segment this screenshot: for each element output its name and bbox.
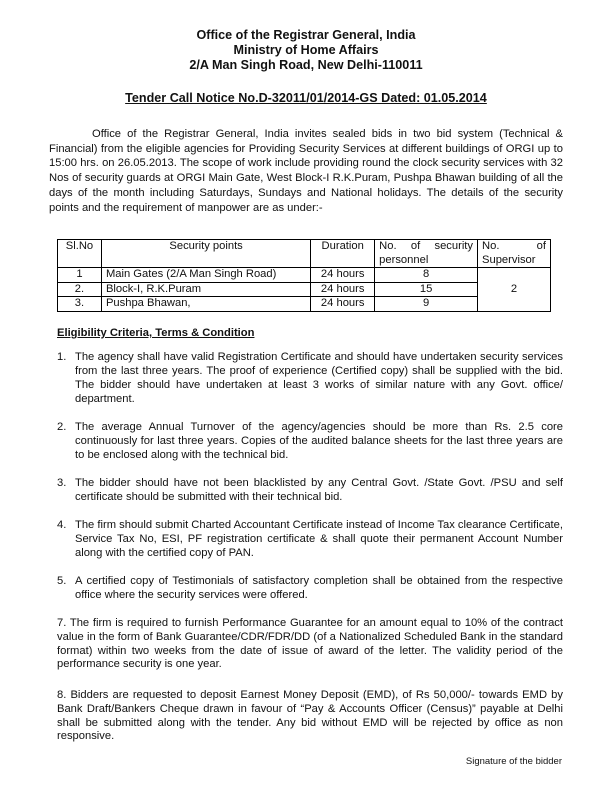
header-security-points: Security points xyxy=(101,240,310,268)
ministry-name: Ministry of Home Affairs xyxy=(233,43,379,57)
header-sl-no: Sl.No xyxy=(58,240,102,268)
cell-point: Pushpa Bhawan, xyxy=(101,297,310,312)
cell-sl: 1 xyxy=(58,268,102,283)
org-address: 2/A Man Singh Road, New Delhi-110011 xyxy=(189,58,423,72)
cell-sl: 2. xyxy=(58,282,102,297)
security-points-table xyxy=(57,239,551,312)
list-item: 2. The average Annual Turnover of the agency/agencies should be more than Rs. 2.5 core continuously for last three years. Copies of the audited balance sheets for the last three years are to be enclosed along with the technical bid. xyxy=(57,421,563,461)
header-duration: Duration xyxy=(311,240,375,268)
bidder-signature-label: Signature of the bidder xyxy=(465,756,562,767)
cell-sl: 3. xyxy=(58,297,102,312)
list-item: 4. The firm should submit Charted Accountant Certificate instead of Income Tax clearance Certificate, Service Tax No, ESI, PF registration certificate & shall quote their permanent Account Number along with the certified copy of PAN. xyxy=(57,519,563,559)
header-personnel: No. of security personnel xyxy=(375,240,478,268)
cell-personnel: 15 xyxy=(375,282,478,297)
eligibility-heading: Eligibility Criteria, Terms & Condition xyxy=(57,327,255,339)
table-row xyxy=(58,297,551,312)
list-item: 1. The agency shall have valid Registration Certificate and should have undertaken security services from the last three years. The proof of experience (Certified copy) shall be supplied with the bid. The bidder should have undertaken at least 3 works of similar nature with any Govt. office/ department. xyxy=(57,351,563,405)
eligibility-list xyxy=(57,350,563,616)
notice-title: Tender Call Notice No.D-32011/01/2014-GS Dated: 01.05.2014 xyxy=(125,91,487,105)
intro-text: Office of the Registrar General, India invites sealed bids in two bid system (Technical & Financial) from the eligible agencies for Providing Security Services at different buildings of ORGI up to 15:00 hrs. on 26.05.2013. The scope of work include providing round the clock security services with 32 Nos of security guards at ORGI Main Gate, West Block-I R.K.Puram, Pushpa Bhawan building of all the days of the month including Saturdays, Sundays and National holidays. The details of the security points and the requirement of manpower are as under:- xyxy=(49,128,563,214)
cell-duration: 24 hours xyxy=(311,297,375,312)
performance-guarantee-paragraph: 7. The firm is required to furnish Performance Guarantee for an amount equal to 10% of the contract value in the form of Bank Guarantee/CDR/FDR/DD (of a Nationalized Scheduled Bank in the standard format) within two weeks from the date of issue of award of the letter. The validity period of the performance security is one year. xyxy=(57,617,563,671)
intro-paragraph xyxy=(49,127,563,215)
org-name: Office of the Registrar General, India xyxy=(196,28,416,42)
table-row xyxy=(58,268,551,283)
header-supervisor: No. of Supervisor xyxy=(478,240,551,268)
list-item: 3. The bidder should have not been blacklisted by any Central Govt. /State Govt. /PSU and self certificate should be submitted with their technical bid. xyxy=(57,477,563,503)
cell-duration: 24 hours xyxy=(311,268,375,283)
cell-personnel: 9 xyxy=(375,297,478,312)
table-header-row xyxy=(58,240,551,268)
cell-supervisors: 2 xyxy=(478,268,551,312)
cell-point: Main Gates (2/A Man Singh Road) xyxy=(101,268,310,283)
list-item: 5. A certified copy of Testimonials of satisfactory completion shall be obtained from the respective office where the security services were offered. xyxy=(57,575,563,601)
cell-duration: 24 hours xyxy=(311,282,375,297)
cell-personnel: 8 xyxy=(375,268,478,283)
letterhead xyxy=(0,28,612,73)
cell-point: Block-I, R.K.Puram xyxy=(101,282,310,297)
table-row xyxy=(58,282,551,297)
emd-paragraph: 8. Bidders are requested to deposit Earnest Money Deposit (EMD), of Rs 50,000/- towards EMD by Bank Draft/Bankers Cheque drawn in favour of “Pay & Accounts Officer (Census)” payable at Delhi shall be submitted along with the tender. Any bid without EMD will be rejected by office as non responsive. xyxy=(57,689,563,743)
